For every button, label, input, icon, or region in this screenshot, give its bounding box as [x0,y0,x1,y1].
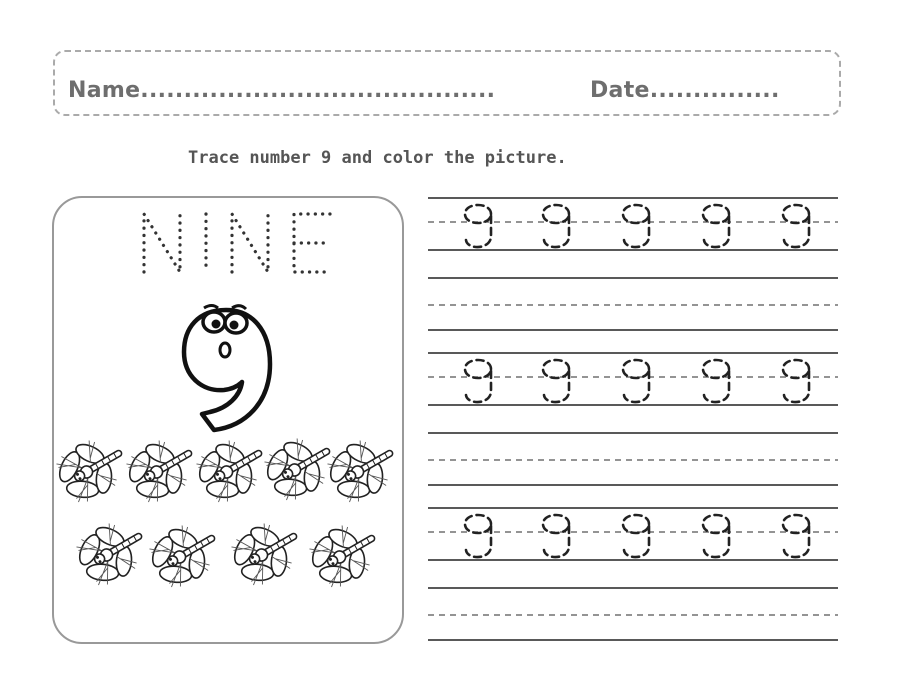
trace-nine-digit[interactable] [0,0,649,402]
trace-nine-digit[interactable] [0,0,809,247]
trace-nine-digit[interactable] [0,0,569,247]
instruction-text: Trace number 9 and color the picture. [188,148,567,168]
trace-nine-digit[interactable] [0,0,569,402]
trace-nine-digit[interactable] [0,0,491,247]
date-field-label[interactable]: Date............... [590,78,780,103]
name-field-label[interactable]: Name......................................... [68,78,496,103]
trace-nine-digit[interactable] [0,0,729,402]
trace-nine-digit[interactable] [0,0,491,402]
trace-nine-digit[interactable] [0,0,649,247]
trace-nine-digit[interactable] [0,0,491,557]
trace-nine-digit[interactable] [0,0,729,247]
